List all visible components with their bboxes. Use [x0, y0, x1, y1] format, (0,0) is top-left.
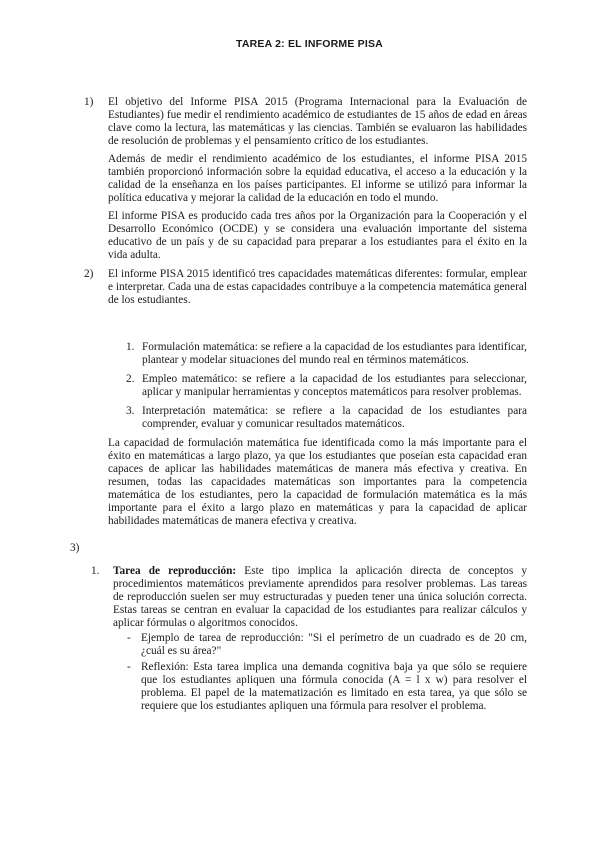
document-title: TAREA 2: EL INFORME PISA	[236, 38, 383, 50]
list-item	[126, 405, 527, 431]
task-bullets	[84, 632, 527, 713]
task-item	[84, 565, 527, 630]
list-item-text: Interpretación matemática: se refiere a la capacidad de los estudiantes para comprender, evaluar y comunicar resultados matemáticos.	[142, 405, 527, 430]
task-item-label: Tarea de reproducción:	[113, 565, 237, 577]
list-item-text: Formulación matemática: se refiere a la capacidad de los estudiantes para identificar, plantear y modelar situaciones del mundo real en términos matemáticos.	[142, 341, 527, 366]
list-item	[126, 373, 527, 399]
bullet-dash: -	[127, 632, 131, 644]
list-item	[127, 661, 527, 713]
bullet-text: Ejemplo de tarea de reproducción: "Si el perímetro de un cuadrado es de 20 cm, ¿cuál es su área?"	[141, 632, 527, 657]
section-3-number: 3)	[70, 542, 80, 554]
bullet-dash: -	[127, 661, 131, 673]
bullet-text: Reflexión: Esta tarea implica una demanda cognitiva baja ya que sólo se requiere que los estudiantes apliquen una fórmula conocida (A = l x w) para resolver el problema. El papel de la matematización es limitado en esta tarea, ya que sólo se requiere que los estudiantes apliquen una fórmula para resolver el problema.	[141, 661, 527, 712]
task-item-text	[113, 565, 527, 630]
task-item-number: 1.	[91, 565, 100, 577]
section-2	[84, 268, 527, 307]
list-item	[126, 341, 527, 367]
list-item-number: 3.	[126, 405, 135, 417]
list-item-number: 1.	[126, 341, 135, 353]
section-1	[84, 96, 527, 262]
section-2-paragraph: El informe PISA 2015 identificó tres capacidades matemáticas diferentes: formular, emplear e interpretar. Cada una de estas capacidades contribuye a la competencia matemática general de los estudiantes.	[108, 268, 527, 306]
section-1-paragraph-3: El informe PISA es producido cada tres años por la Organización para la Cooperación y el Desarrollo Económico (OCDE) y se considera una evaluación importante del sistema educativo de un país y de su capacidad para preparar a los estudiantes para el éxito en la vida adulta.	[108, 210, 527, 261]
section-1-paragraph-1: El objetivo del Informe PISA 2015 (Programa Internacional para la Evaluación de Estudiantes) fue medir el rendimiento académico de estudiantes de 15 años de edad en áreas clave como la lectura, las matemáticas y las ciencias. También se evaluaron las habilidades de resolución de problemas y el pensamiento crítico de los estudiantes.	[108, 96, 527, 147]
capacities-list	[84, 341, 527, 431]
section-1-number: 1)	[84, 96, 94, 108]
task-item-description: Este tipo implica la aplicación directa de conceptos y procedimientos matemáticos previamente aprendidos para resolver problemas. Las tareas de reproducción suelen ser muy estructuradas y pueden tener una única solución correcta. Estas tareas se centran en evaluar la capacidad de los estudiantes para realizar cálculos y aplicar fórmulas o algoritmos conocidos.	[113, 565, 527, 629]
section-2-number: 2)	[84, 268, 94, 280]
list-item	[127, 632, 527, 658]
list-item-text: Empleo matemático: se refiere a la capacidad de los estudiantes para seleccionar, aplicar y manipular herramientas y conceptos matemáticos para resolver problemas.	[142, 373, 527, 398]
section-2-closing-paragraph: La capacidad de formulación matemática fue identificada como la más importante para el éxito en matemáticas a largo plazo, ya que los estudiantes que poseían esta capacidad eran capaces de aplicar las habilidades matemáticas de manera más efectiva y creativa. En resumen, todas las capacidades matemáticas son importantes para la competencia matemática de los estudiantes, pero la capacidad de formulación matemática es la más importante para el éxito a largo plazo en matemáticas y para la capacidad de aplicar habilidades matemáticas de manera efectiva y creativa.	[108, 437, 527, 527]
list-item-number: 2.	[126, 373, 135, 385]
section-1-paragraph-2: Además de medir el rendimiento académico de los estudiantes, el informe PISA 2015 también proporcionó información sobre la equidad educativa, el acceso a la educación y la calidad de la enseñanza en los países participantes. El informe se utilizó para informar la política educativa y mejorar la calidad de la educación en todo el mundo.	[108, 153, 527, 204]
